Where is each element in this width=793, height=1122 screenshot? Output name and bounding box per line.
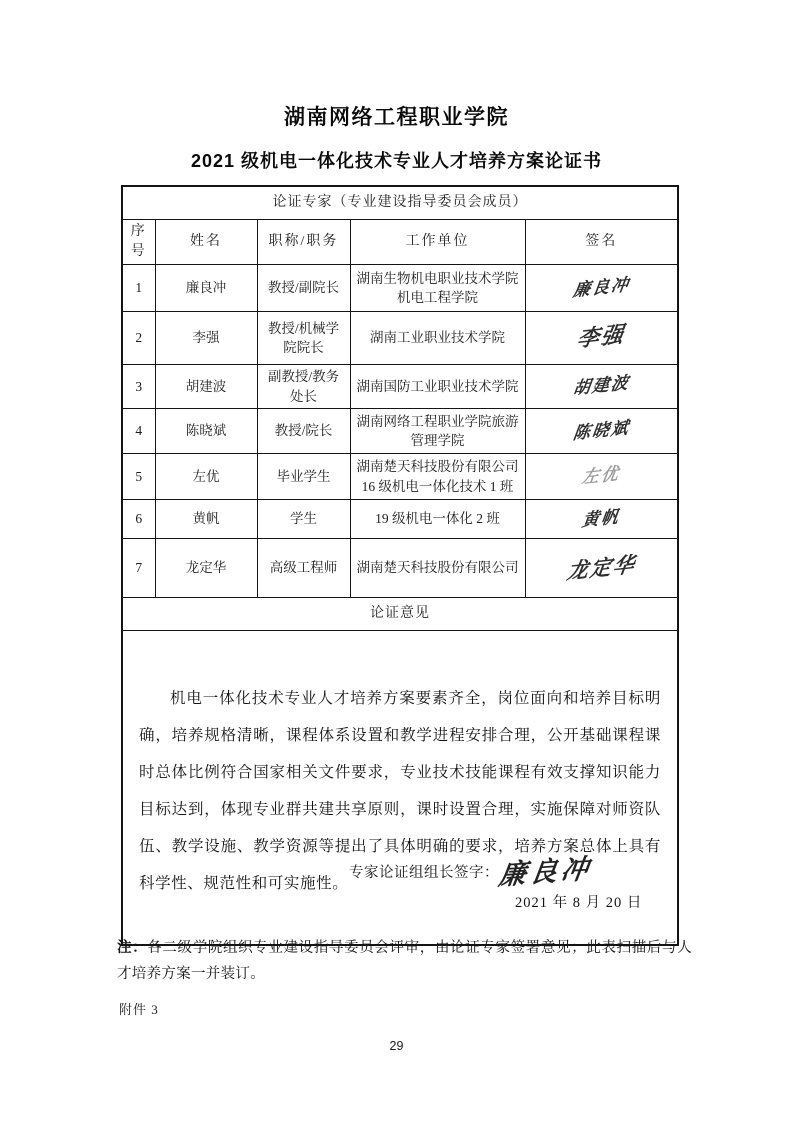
cell-no: 1 xyxy=(122,265,155,312)
opinion-header-label: 论证意见 xyxy=(122,598,678,631)
cell-name: 李强 xyxy=(155,312,257,365)
table-row xyxy=(122,312,678,365)
col-header-no: 序号 xyxy=(122,219,155,265)
footnote-text: 各二级学院组织专业建设指导委员会评审，由论证专家签署意见；此表扫描后与人才培养方案一并装订。 xyxy=(117,940,692,982)
cell-signature xyxy=(525,500,678,539)
cell-name: 陈晓斌 xyxy=(155,409,257,454)
cell-no: 7 xyxy=(122,539,155,598)
cell-unit: 19 级机电一体化 2 班 xyxy=(350,500,525,539)
footnote xyxy=(117,935,692,987)
handwritten-signature: 李强 xyxy=(575,322,627,353)
opinion-text: 机电一体化技术专业人才培养方案要素齐全，岗位面向和培养目标明确，培养规格清晰，课程体系设置和教学进程安排合理，公开基础课程课时总体比例符合国家相关文件要求，专业技术技能课程有效支撑知识能力目标达到，体现专业群共建共享原则，课时设置合理，实施保障对师资队伍、教学设施、教学资源等提出了具体明确的要求，培养方案总体上具有科学性、规范性和可实施性。 xyxy=(139,690,661,893)
document-subtitle: 2021 级机电一体化技术专业人才培养方案论证书 xyxy=(190,151,603,171)
page-number: 29 xyxy=(389,1039,404,1053)
cell-no: 2 xyxy=(122,312,155,365)
document-title: 湖南网络工程职业学院 xyxy=(284,106,509,129)
opinion-header-row xyxy=(122,598,678,631)
certification-table xyxy=(121,185,679,946)
footnote-label: 注： xyxy=(117,940,148,956)
cell-title: 高级工程师 xyxy=(257,539,350,598)
cell-name: 左优 xyxy=(155,454,257,500)
cell-signature xyxy=(525,409,678,454)
cell-no: 3 xyxy=(122,365,155,409)
col-header-title: 职称/职务 xyxy=(257,219,350,265)
cell-title: 副教授/教务处长 xyxy=(257,365,350,409)
cell-unit: 湖南国防工业职业技术学院 xyxy=(350,365,525,409)
handwritten-signature: 胡建波 xyxy=(571,373,632,400)
attachment-label: 附件 3 xyxy=(119,1002,159,1017)
cell-name: 廉良冲 xyxy=(155,265,257,312)
handwritten-signature: 左优 xyxy=(580,464,622,489)
cell-unit: 湖南网络工程职业学院旅游管理学院 xyxy=(350,409,525,454)
opinion-row xyxy=(122,631,678,945)
cell-title: 学生 xyxy=(257,500,350,539)
cell-title: 教授/副院长 xyxy=(257,265,350,312)
cell-signature xyxy=(525,265,678,312)
col-header-name: 姓名 xyxy=(155,219,257,265)
leader-sign-label: 专家论证组组长签字： xyxy=(349,865,499,882)
cell-title: 教授/机械学院院长 xyxy=(257,312,350,365)
cell-signature xyxy=(525,365,678,409)
table-row xyxy=(122,500,678,539)
cell-title: 毕业学生 xyxy=(257,454,350,500)
cell-unit: 湖南楚天科技股份有限公司16 级机电一体化技术 1 班 xyxy=(350,454,525,500)
col-header-signature: 签名 xyxy=(525,219,678,265)
cell-unit: 湖南楚天科技股份有限公司 xyxy=(350,539,525,598)
table-row xyxy=(122,409,678,454)
leader-sign-row xyxy=(349,853,595,892)
cell-signature xyxy=(525,454,678,500)
col-header-unit: 工作单位 xyxy=(350,219,525,265)
cell-name: 胡建波 xyxy=(155,365,257,409)
cell-no: 5 xyxy=(122,454,155,500)
handwritten-signature: 黄帆 xyxy=(580,506,622,532)
cell-unit: 湖南生物机电职业技术学院机电工程学院 xyxy=(350,265,525,312)
cell-signature xyxy=(525,539,678,598)
cell-name: 龙定华 xyxy=(155,539,257,598)
cell-signature xyxy=(525,312,678,365)
handwritten-signature: 陈晓斌 xyxy=(571,417,632,445)
table-group-header-row xyxy=(122,186,678,219)
table-column-header-row xyxy=(122,219,678,265)
cell-no: 4 xyxy=(122,409,155,454)
cell-no: 6 xyxy=(122,500,155,539)
opinion-cell xyxy=(122,631,678,945)
cell-unit: 湖南工业职业技术学院 xyxy=(350,312,525,365)
handwritten-signature: 龙定华 xyxy=(565,552,638,584)
table-row xyxy=(122,365,678,409)
cell-name: 黄帆 xyxy=(155,500,257,539)
group-header-label: 论证专家（专业建设指导委员会成员） xyxy=(122,186,678,219)
leader-handwritten-signature: 廉良冲 xyxy=(496,853,595,892)
table-row xyxy=(122,539,678,598)
table-row xyxy=(122,265,678,312)
cell-title: 教授/院长 xyxy=(257,409,350,454)
table-row xyxy=(122,454,678,500)
opinion-date: 2021 年 8 月 20 日 xyxy=(515,895,643,912)
handwritten-signature: 廉良冲 xyxy=(571,274,632,301)
